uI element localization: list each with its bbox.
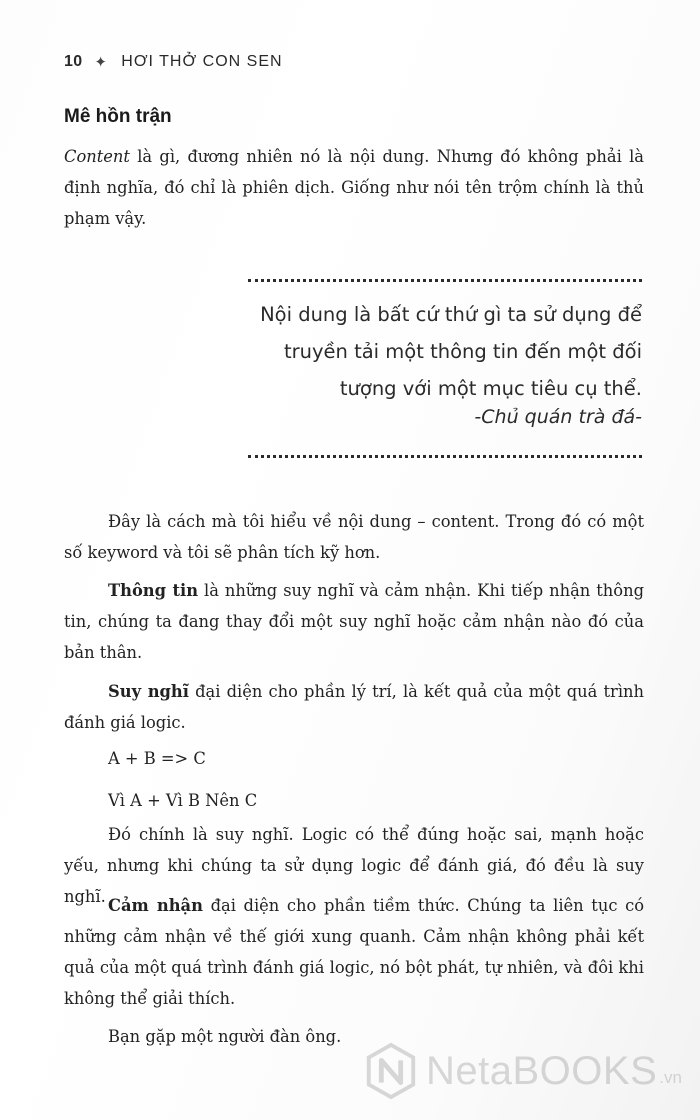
- term-cam-nhan: Cảm nhận: [108, 896, 203, 915]
- paragraph-suy-nghi: [64, 676, 644, 738]
- intro-paragraph: [64, 141, 644, 234]
- paragraph-text: đại diện cho phần lý trí, là kết quả của một quá trình đánh giá logic.: [64, 682, 644, 732]
- pull-quote: [242, 296, 642, 407]
- quote-bottom-divider: [248, 455, 642, 458]
- running-head: [64, 50, 283, 74]
- quote-line: tượng với một mục tiêu cụ thể.: [339, 377, 642, 400]
- paragraph-closing: Bạn gặp một người đàn ông.: [108, 1027, 342, 1046]
- page-number: 10: [64, 53, 83, 70]
- paragraph-text: là những suy nghĩ và cảm nhận. Khi tiếp nhận thông tin, chúng ta đang thay đổi một suy nghĩ hoặc cảm nhận nào đó của bản thân.: [64, 581, 644, 662]
- formula-line: Vì A + Vì B Nên C: [108, 791, 258, 810]
- intro-text: là gì, đương nhiên nó là nội dung. Nhưng đó không phải là định nghĩa, đó chỉ là phiên dịch. Giống như nói tên trộm chính là thủ phạm vậy.: [64, 147, 644, 228]
- star-separator-icon: ✦: [94, 54, 108, 71]
- section-title: Mê hồn trận: [64, 106, 172, 127]
- intro-term: Content: [64, 147, 130, 166]
- paragraph-thong-tin: [64, 575, 644, 668]
- paragraph-text: đại diện cho phần tiềm thức. Chúng ta liên tục có những cảm nhận về thế giới xung quanh. Cảm nhận không phải kết quả của một quá trình đánh giá logic, nó bột phát, tự nhiên, và đôi khi không thể giải thích.: [64, 896, 645, 1008]
- formula-line: A + B => C: [108, 749, 206, 768]
- paragraph-content-definition: Đây là cách mà tôi hiểu về nội dung – content. Trong đó có một số keyword và tôi sẽ phân tích kỹ hơn.: [64, 512, 644, 562]
- paragraph-logic: Đó chính là suy nghĩ. Logic có thể đúng hoặc sai, mạnh hoặc yếu, nhưng khi chúng ta sử dụng logic để đánh giá, đó đều là suy nghĩ.: [64, 825, 644, 906]
- watermark-suffix: .vn: [659, 1068, 682, 1087]
- book-title: HƠI THỞ CON SEN: [121, 53, 283, 70]
- term-thong-tin: Thông tin: [108, 581, 199, 600]
- quote-top-divider: [248, 279, 642, 282]
- quote-attribution: -Chủ quán trà đá-: [474, 406, 642, 428]
- quote-line: Nội dung là bất cứ thứ gì ta sử dụng để: [260, 303, 642, 326]
- paragraph-cam-nhan: [64, 890, 644, 1014]
- term-suy-nghi: Suy nghĩ: [108, 682, 189, 701]
- netabooks-logo-icon: [362, 1042, 420, 1100]
- quote-line: truyền tải một thông tin đến một đối: [283, 340, 642, 363]
- watermark: [362, 1042, 682, 1100]
- watermark-brand: NetaBOOKS: [426, 1048, 658, 1093]
